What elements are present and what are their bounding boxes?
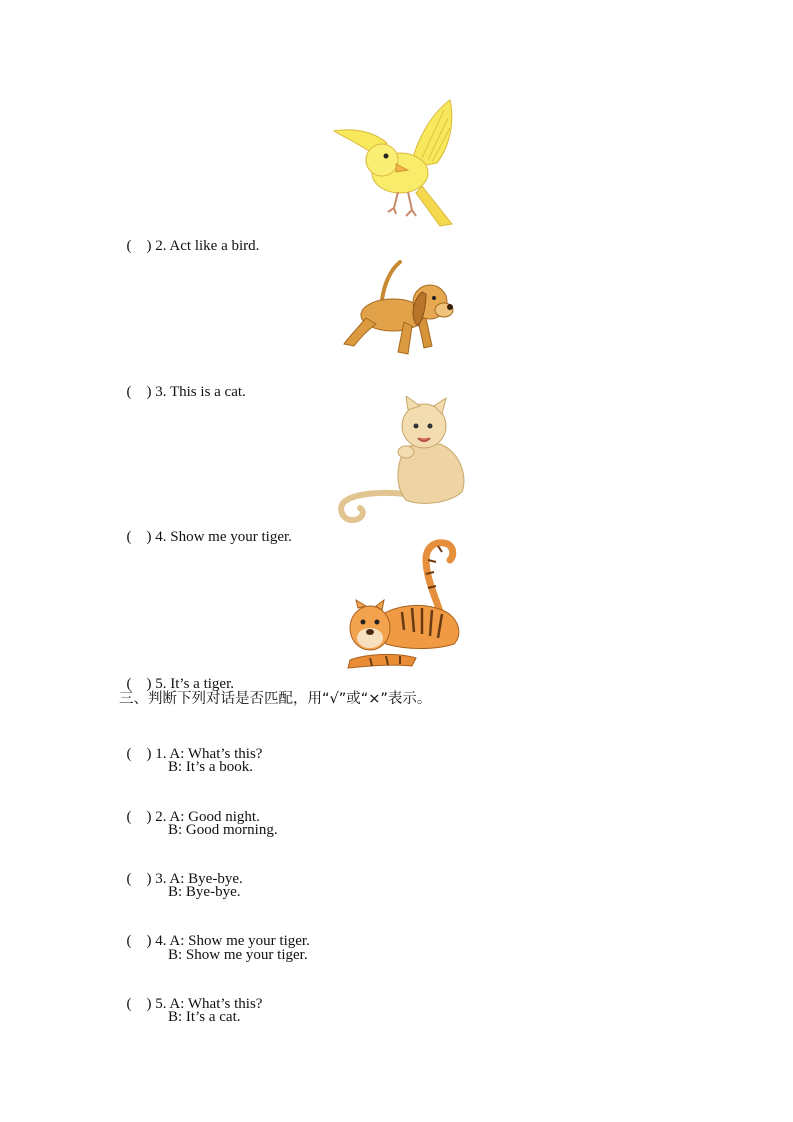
dog-picture	[338, 260, 458, 360]
dialogue-b-line: B: It’s a book.	[168, 759, 253, 775]
dialogue-b-line: B: Bye-bye.	[168, 884, 241, 900]
question-text: 2. Act like a bird.	[155, 238, 260, 254]
question-text: 5. It’s a tiger.	[155, 676, 234, 692]
dialogue-a-text: 1. A: What’s this?	[155, 746, 263, 762]
answer-bracket[interactable]: ( )	[126, 384, 152, 400]
answer-bracket[interactable]: ( )	[126, 933, 152, 949]
tiger-picture	[346, 538, 470, 670]
dialogue-b-line: B: Show me your tiger.	[168, 947, 308, 963]
dialogue-a-line	[119, 914, 310, 950]
question-text: 4. Show me your tiger.	[155, 529, 292, 545]
answer-bracket[interactable]: ( )	[126, 809, 152, 825]
answer-bracket[interactable]: ( )	[126, 676, 152, 692]
cat-picture	[336, 396, 466, 524]
dialogue-a-text: 2. A: Good night.	[155, 809, 260, 825]
dialogue-b-line: B: It’s a cat.	[168, 1009, 241, 1025]
dialogue-a-text: 5. A: What’s this?	[155, 996, 263, 1012]
question-text: 3. This is a cat.	[155, 384, 246, 400]
answer-bracket[interactable]: ( )	[126, 996, 152, 1012]
bird-picture	[332, 98, 462, 228]
question-line	[119, 219, 259, 255]
question-line	[119, 365, 246, 401]
question-line	[119, 510, 292, 546]
section-three-heading: 三、判断下列对话是否匹配，用“√”或“×”表示。	[119, 691, 432, 707]
answer-bracket[interactable]: ( )	[126, 238, 152, 254]
question-line	[119, 657, 234, 693]
dialogue-a-text: 4. A: Show me your tiger.	[155, 933, 310, 949]
answer-bracket[interactable]: ( )	[126, 871, 152, 887]
answer-bracket[interactable]: ( )	[126, 746, 152, 762]
dialogue-a-text: 3. A: Bye-bye.	[155, 871, 243, 887]
answer-bracket[interactable]: ( )	[126, 529, 152, 545]
dialogue-b-line: B: Good morning.	[168, 822, 278, 838]
